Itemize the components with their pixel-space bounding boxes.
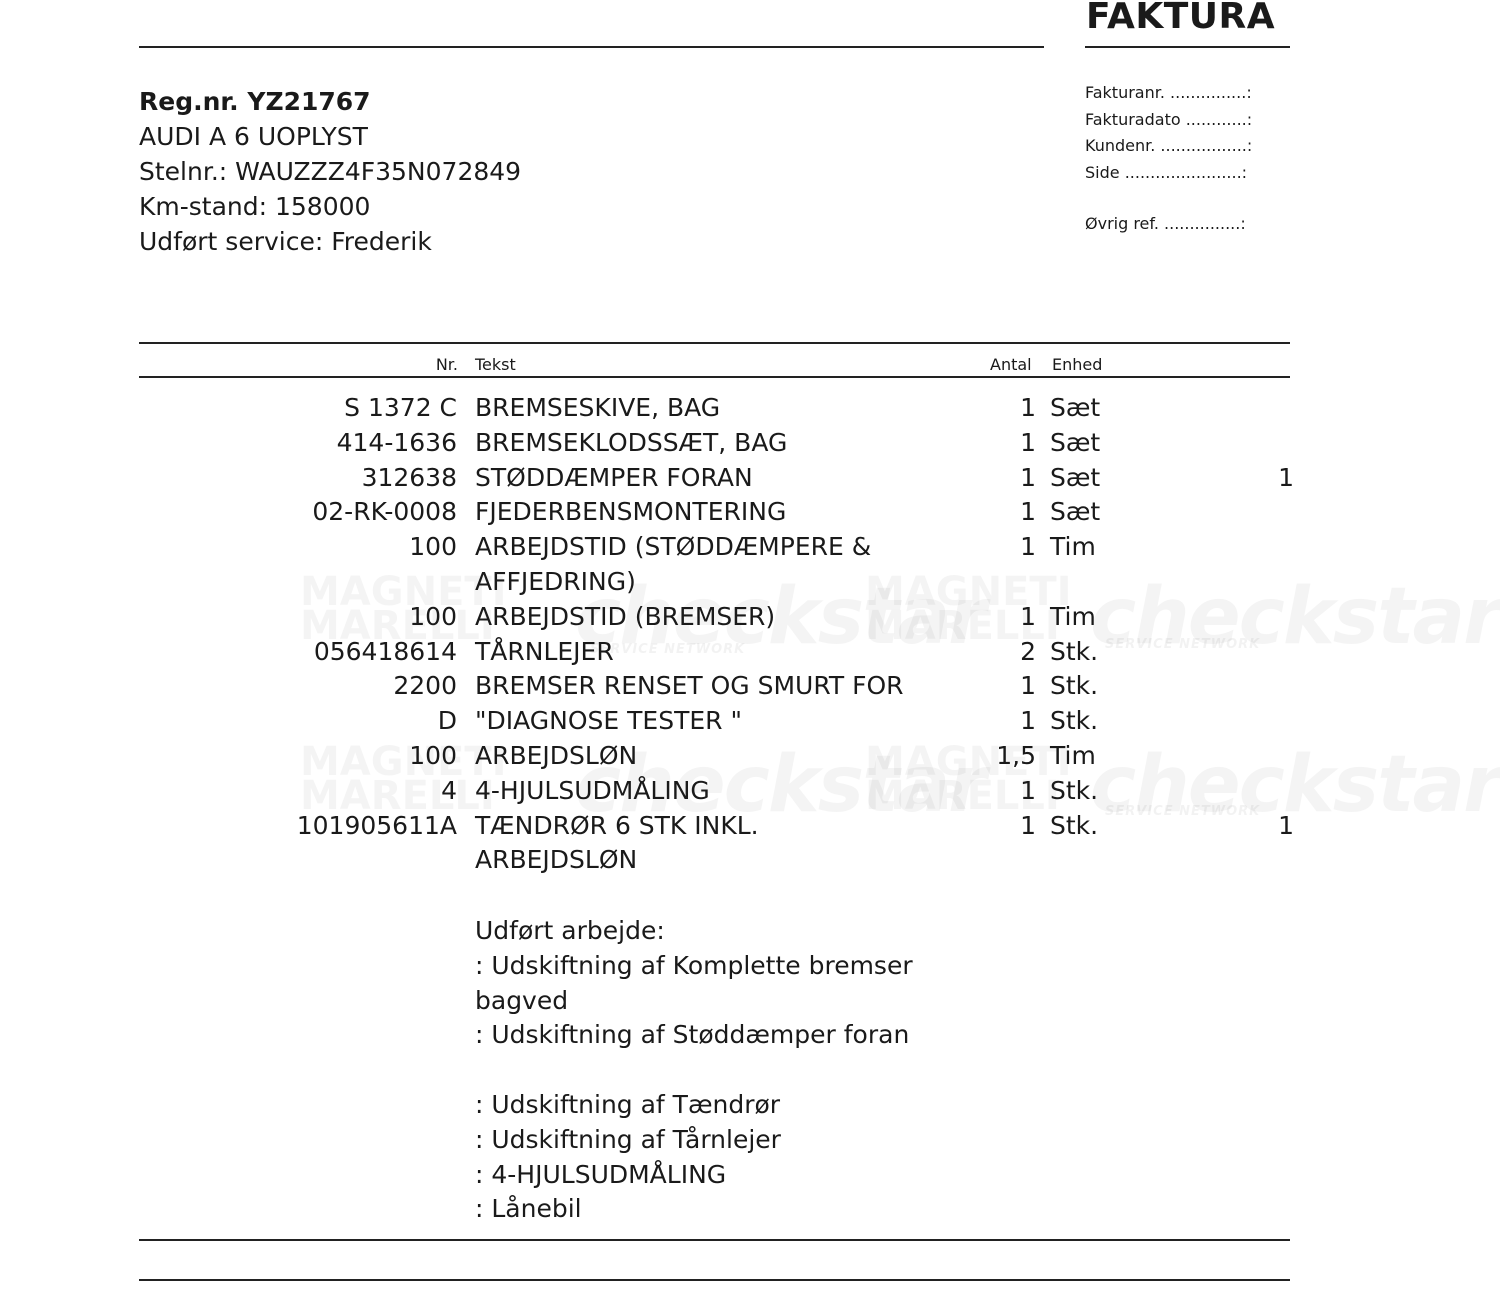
item-text: "DIAGNOSE TESTER " xyxy=(475,706,742,736)
item-amount: 1 xyxy=(1278,462,1294,492)
item-quantity: 1 xyxy=(1020,671,1036,701)
item-number: 4 xyxy=(441,775,457,805)
work-notes xyxy=(475,914,975,1227)
item-text: ARBEJDSTID (BREMSER) xyxy=(475,601,776,631)
invoice-date-label: Fakturadato ............: xyxy=(1085,109,1253,129)
item-number: 100 xyxy=(409,532,457,562)
item-number: 02-RK-0008 xyxy=(312,497,457,527)
table-row xyxy=(139,704,1290,739)
table-bottom-divider xyxy=(139,1239,1290,1241)
table-row xyxy=(139,809,1294,879)
item-number: 056418614 xyxy=(313,636,457,666)
item-quantity: 2 xyxy=(1020,636,1036,666)
table-row xyxy=(139,669,1290,704)
work-note: : Udskiftning af Tårnlejer xyxy=(475,1124,781,1154)
item-amount: 1 xyxy=(1278,810,1294,840)
item-unit: Tim xyxy=(1050,601,1096,631)
item-text: BREMSEKLODSSÆT, BAG xyxy=(475,427,788,457)
table-row xyxy=(139,461,1294,496)
table-row xyxy=(139,739,1290,774)
item-number: S 1372 C xyxy=(344,393,457,422)
table-row xyxy=(139,426,1290,461)
item-number: 414-1636 xyxy=(336,427,457,457)
item-unit: Tim xyxy=(1050,532,1096,562)
item-unit: Stk. xyxy=(1050,636,1099,666)
vehicle-model: AUDI A 6 UOPLYST xyxy=(139,122,368,151)
invoice-number-label: Fakturanr. ...............: xyxy=(1085,83,1252,102)
item-quantity: 1 xyxy=(1020,810,1036,840)
item-quantity: 1 xyxy=(1020,393,1036,422)
invoice-lines xyxy=(139,391,1294,878)
header-divider-left xyxy=(139,46,1044,48)
item-text: STØDDÆMPER FORAN xyxy=(475,462,753,492)
header-divider-right xyxy=(1085,46,1290,48)
column-header-qty: Antal xyxy=(990,355,1032,374)
invoice-meta xyxy=(1085,80,1252,238)
work-note: : Udskiftning af Tændrør xyxy=(475,1089,781,1119)
item-text: BREMSER RENSET OG SMURT FOR xyxy=(475,671,904,701)
item-quantity: 1 xyxy=(1020,706,1036,736)
item-unit: Sæt xyxy=(1050,462,1101,492)
item-text: ARBEJDSLØN xyxy=(475,740,638,770)
work-note: : Lånebil xyxy=(475,1194,582,1224)
item-number: 100 xyxy=(409,740,457,770)
table-row xyxy=(139,600,1290,635)
item-text: 4-HJULSUDMÅLING xyxy=(475,775,710,805)
item-number: 2200 xyxy=(393,671,457,701)
table-row xyxy=(139,495,1290,530)
other-reference-label: Øvrig ref. ...............: xyxy=(1085,214,1246,233)
registration-number: Reg.nr. YZ21767 xyxy=(139,87,371,116)
vehicle-info xyxy=(139,84,521,259)
column-header-unit: Enhed xyxy=(1052,355,1103,374)
item-quantity: 1 xyxy=(1020,532,1036,562)
item-unit: Sæt xyxy=(1050,393,1101,422)
watermark-logo-checkstar-sub: SERVICE NETWORK xyxy=(590,642,746,657)
item-unit: Sæt xyxy=(1050,427,1101,457)
item-number: D xyxy=(437,706,457,736)
table-row xyxy=(139,391,1290,426)
item-text: FJEDERBENSMONTERING xyxy=(475,497,787,527)
work-note: : Udskiftning af Komplette bremser bagved xyxy=(475,950,913,1015)
item-unit: Stk. xyxy=(1050,671,1099,701)
item-text: TÅRNLEJER xyxy=(475,636,614,666)
watermark-logo-checkstar-sub: SERVICE NETWORK xyxy=(1105,637,1261,652)
item-unit: Sæt xyxy=(1050,497,1101,527)
item-quantity: 1 xyxy=(1020,775,1036,805)
document-title: FAKTURA xyxy=(1086,0,1276,37)
table-row xyxy=(139,635,1290,670)
item-quantity: 1 xyxy=(1020,601,1036,631)
item-number: 101905611A xyxy=(296,810,457,840)
table-row xyxy=(139,774,1290,809)
item-text: BREMSESKIVE, BAG xyxy=(475,393,721,422)
chassis-number: Stelnr.: WAUZZZ4F35N072849 xyxy=(139,157,522,186)
work-notes-heading: Udført arbejde: xyxy=(475,916,665,945)
page-label: Side .......................: xyxy=(1085,162,1248,182)
service-by: Udført service: Frederik xyxy=(139,227,432,256)
table-top-divider xyxy=(139,342,1290,344)
table-row xyxy=(139,530,1290,600)
item-quantity: 1 xyxy=(1020,497,1036,527)
work-note: : Udskiftning af Støddæmper foran xyxy=(475,1020,910,1050)
table-header-divider xyxy=(139,376,1290,378)
watermark-logo-checkstar-sub: SERVICE NETWORK xyxy=(1105,804,1261,819)
column-header-text: Tekst xyxy=(475,355,516,374)
item-unit: Stk. xyxy=(1050,810,1099,840)
footer-divider xyxy=(139,1279,1290,1281)
item-text: TÆNDRØR 6 STK INKL. ARBEJDSLØN xyxy=(475,810,759,875)
item-number: 100 xyxy=(409,601,457,631)
mileage: Km-stand: 158000 xyxy=(139,192,371,221)
item-unit: Stk. xyxy=(1050,775,1099,805)
customer-number-label: Kundenr. .................: xyxy=(1085,136,1253,155)
column-header-nr: Nr. xyxy=(435,355,458,374)
item-unit: Tim xyxy=(1050,740,1096,770)
item-quantity: 1 xyxy=(1020,427,1036,457)
item-number: 312638 xyxy=(361,462,457,492)
item-unit: Stk. xyxy=(1050,706,1099,736)
item-quantity: 1,5 xyxy=(996,740,1036,770)
item-text: ARBEJDSTID (STØDDÆMPERE & AFFJEDRING) xyxy=(475,532,872,596)
work-note: : 4-HJULSUDMÅLING xyxy=(475,1159,727,1189)
item-quantity: 1 xyxy=(1020,462,1036,492)
